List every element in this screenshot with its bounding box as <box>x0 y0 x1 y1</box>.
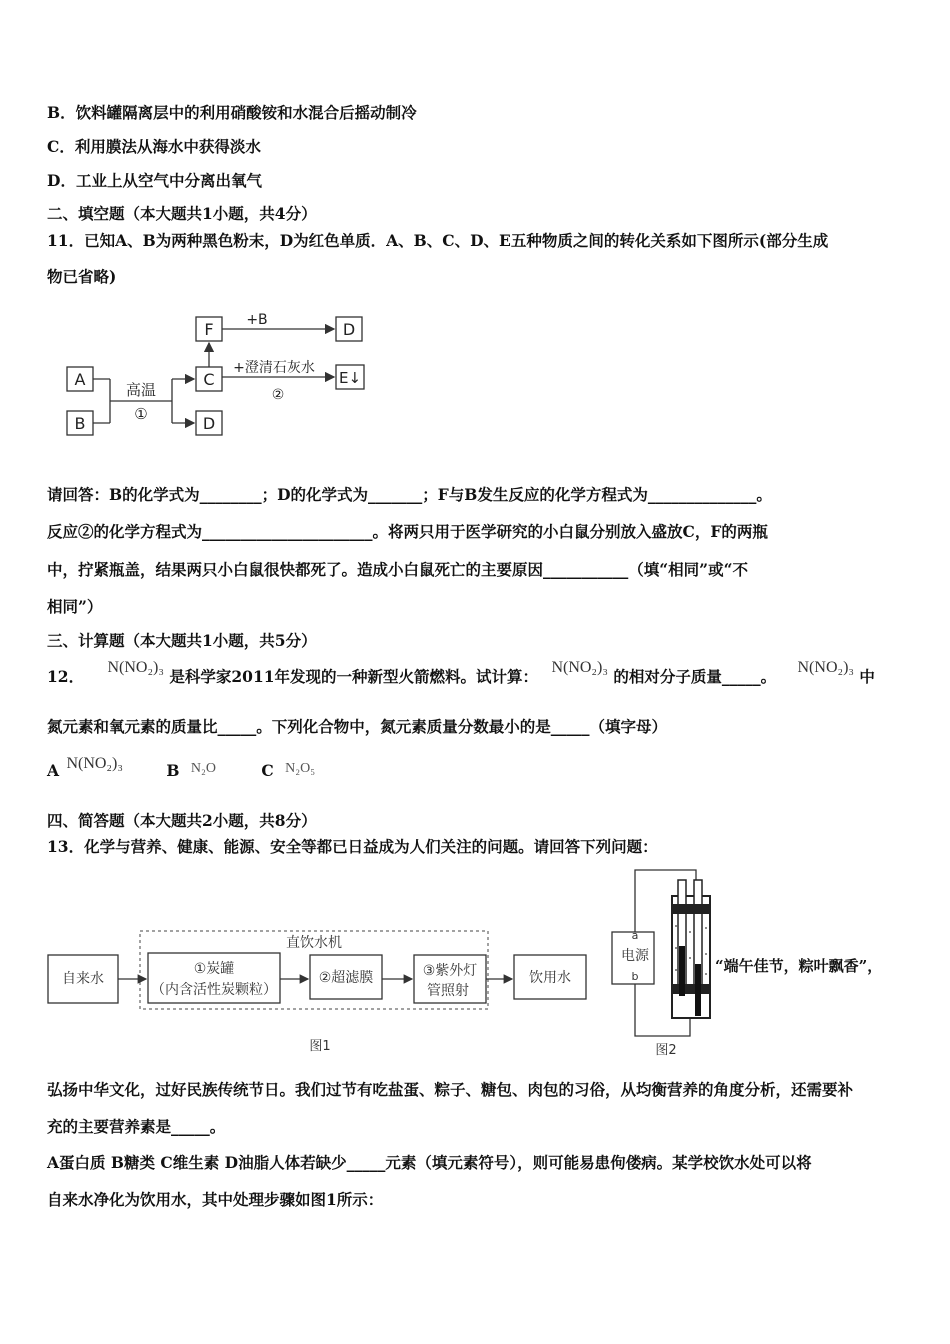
box-b-label: B <box>74 414 86 433</box>
bottom-band <box>672 984 710 994</box>
q13-para2: 充的主要营养素是_____。 <box>47 1117 226 1136</box>
ultrafiltration-label: ②超滤膜 <box>318 970 374 986</box>
carbon-tank-label1: ①炭罐 <box>193 961 235 977</box>
carbon-tank-label2: （内含活性炭颗粒） <box>151 982 277 998</box>
option-d: D．工业上从空气中分离出氧气 <box>47 171 262 190</box>
choice-a-formula: N(NO₂)₃ <box>66 755 123 772</box>
figure2-electrolysis <box>606 866 716 1061</box>
q11-answer-line4: 相同”） <box>47 597 103 616</box>
box-d-bottom-label: D <box>202 414 216 433</box>
terminal-a: a <box>631 929 639 942</box>
q11-answer-line1: 请回答：B的化学式为________；D的化学式为_______；F与B发生反应的化学方程式为______________。 <box>47 485 772 504</box>
box-e-label: E↓ <box>338 369 362 387</box>
formula-nno2-3-b: N(NO₂)₃ <box>551 659 608 676</box>
q12-text1: 是科学家2011年发现的一种新型火箭燃料。试计算： <box>169 667 539 686</box>
section3-heading: 三、计算题（本大题共1小题，共5分） <box>47 631 317 650</box>
q13-para3: A蛋白质 B糖类 C维生素 D油脂人体若缺少_____元素（填元素符号），则可能易患佝偻病。某学校饮水处可以将 <box>47 1153 812 1172</box>
choice-b-letter: B <box>166 761 180 780</box>
q12-text2: 的相对分子质量_____。 <box>613 667 777 686</box>
box-a-label: A <box>74 370 86 389</box>
box-c-label: C <box>203 370 215 389</box>
power-source-label: 电源 <box>621 948 649 964</box>
choice-c-formula: N₂O₅ <box>285 761 316 776</box>
formula-nno2-3-a: N(NO₂)₃ <box>107 659 164 676</box>
electrode-right <box>695 964 701 1016</box>
plus-b-label: +B <box>246 312 268 328</box>
tap-water-label: 自来水 <box>62 971 104 987</box>
festival-quote: “端午佳节，粽叶飘香”， <box>715 957 883 975</box>
figure2-caption: 图2 <box>655 1043 677 1058</box>
uv-lamp-label1: ③紫外灯 <box>422 963 478 979</box>
step1-label: ① <box>134 405 148 423</box>
q12-text3: 中 <box>859 667 875 686</box>
choice-b-formula: N₂O <box>190 761 216 776</box>
figure1-caption: 图1 <box>309 1039 331 1054</box>
choice-a-letter: A <box>47 761 60 780</box>
option-b: B．饮料罐隔离层中的利用硝酸铵和水混合后摇动制冷 <box>47 103 417 122</box>
section2-heading: 二、填空题（本大题共1小题，共4分） <box>47 204 317 223</box>
drinking-water-label: 饮用水 <box>529 970 571 986</box>
q12-line2: 氮元素和氧元素的质量比_____。下列化合物中，氮元素质量分数最小的是_____（填字母） <box>47 717 668 736</box>
q13-para4: 自来水净化为饮用水，其中处理步骤如图1所示： <box>47 1190 384 1209</box>
choice-c-letter: C <box>261 761 274 780</box>
box-f-label: F <box>204 320 214 339</box>
q13-line1: 13．化学与营养、健康、能源、安全等都已日益成为人们关注的问题。请回答下列问题： <box>47 837 658 856</box>
top-band <box>672 904 710 914</box>
high-temp-label: 高温 <box>125 381 157 399</box>
q11-answer-line2: 反应②的化学方程式为______________________。将两只用于医学研究的小白鼠分别放入盛放C，F的两瓶 <box>47 522 768 541</box>
terminal-b: b <box>631 970 639 983</box>
q13-para1: 弘扬中华文化，过好民族传统节日。我们过节有吃盐蛋、粽子、糖包、肉包的习俗，从均衡营养的角度分析，还需要补 <box>47 1080 854 1099</box>
section4-heading: 四、简答题（本大题共2小题，共8分） <box>47 811 317 830</box>
q11-line1: 11．已知A、B为两种黑色粉末，D为红色单质．A、B、C、D、E五种物质之间的转化关系如下图所示(部分生成 <box>47 231 829 250</box>
lime-water-label: +澄清石灰水 <box>233 360 315 376</box>
uv-lamp-label2: 管照射 <box>427 983 469 999</box>
electrode-left <box>679 946 685 996</box>
box-d-top-label: D <box>342 320 356 339</box>
formula-nno2-3-c: N(NO₂)₃ <box>797 659 854 676</box>
figure1-water-purifier <box>44 925 592 1060</box>
option-c: C．利用膜法从海水中获得淡水 <box>47 137 261 156</box>
machine-label: 直饮水机 <box>286 935 342 951</box>
step2-label: ② <box>271 387 285 403</box>
q12-number: 12． <box>47 667 85 686</box>
q11-line2: 物已省略) <box>47 267 117 286</box>
q12-line1 <box>47 659 875 689</box>
q11-answer-line3: 中，拧紧瓶盖，结果两只小白鼠很快都死了。造成小白鼠死亡的主要原因___________（填“相同”或“不 <box>47 560 748 579</box>
q12-choices <box>47 755 316 784</box>
q11-reaction-diagram <box>60 305 380 450</box>
